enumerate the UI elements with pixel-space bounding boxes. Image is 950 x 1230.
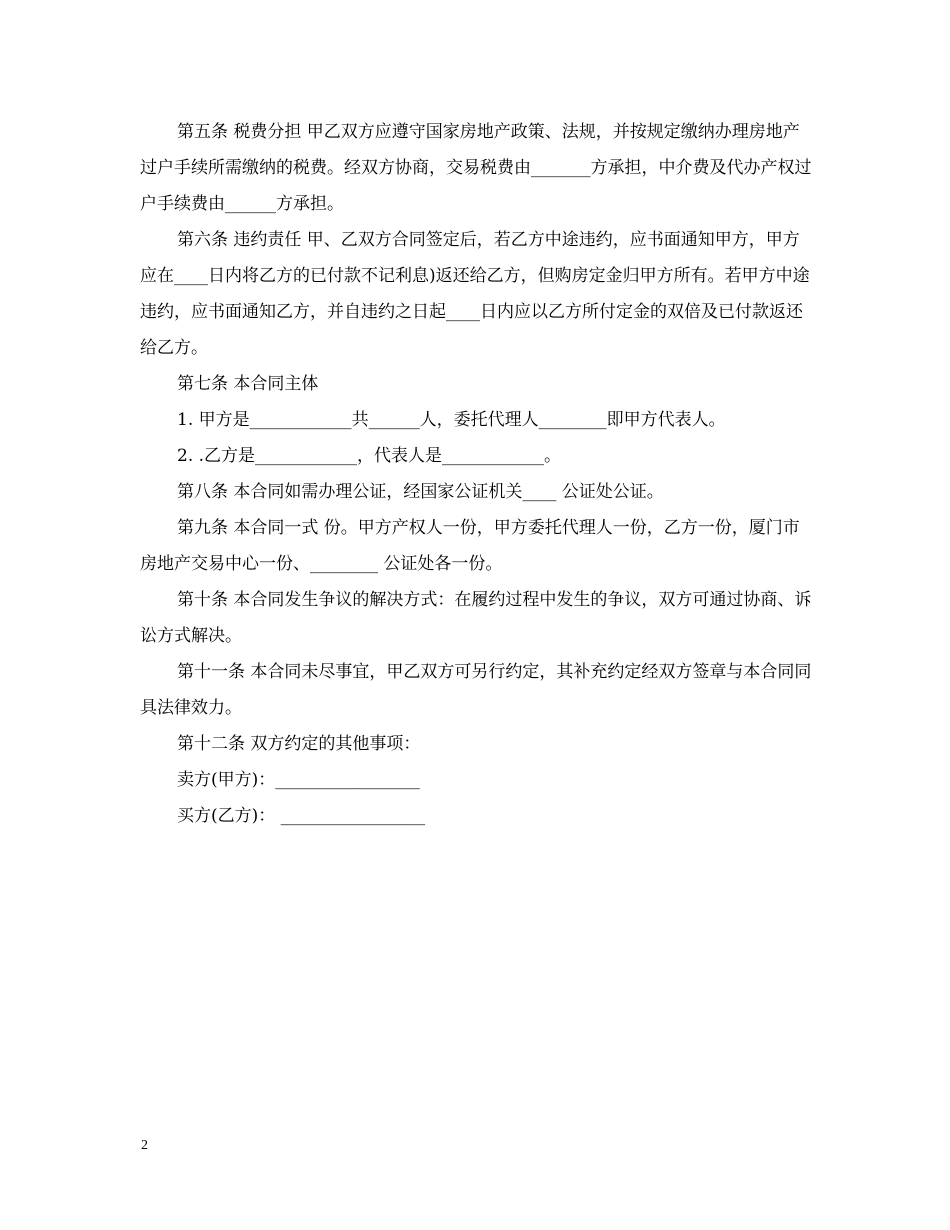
party-b-clause: 2. .乙方是____________，代表人是____________。	[177, 446, 562, 466]
buyer-signature-line: 买方(乙方)： _________________	[177, 806, 426, 826]
contract-body	[140, 114, 820, 834]
article-6-breach-liability: 第六条 违约责任 甲、乙双方合同签定后，若乙方中途违约，应书面通知甲方，甲方应在____日内将乙方的已付款不记利息)返还给乙方，但购房定金归甲方所有。若甲方中途违约，应书面通知乙方，并自违约之日起____日内应以乙方所付定金的双倍及已付款返还给乙方。	[140, 230, 810, 358]
article-12-other-matters: 第十二条 双方约定的其他事项：	[177, 734, 421, 754]
article-5-tax-sharing: 第五条 税费分担 甲乙双方应遵守国家房地产政策、法规，并按规定缴纳办理房地产过户手续所需缴纳的税费。经双方协商，交易税费由_______方承担，中介费及代办产权过户手续费由______方承担。	[140, 122, 812, 214]
article-9-copies: 第九条 本合同一式 份。甲方产权人一份，甲方委托代理人一份，乙方一份，厦门市房地产交易中心一份、________ 公证处各一份。	[140, 518, 800, 574]
article-7-contract-parties: 第七条 本合同主体	[177, 374, 319, 394]
article-10-dispute-resolution: 第十条 本合同发生争议的解决方式：在履约过程中发生的争议，双方可通过协商、诉讼方式解决。	[140, 590, 812, 646]
article-8-notarization: 第八条 本合同如需办理公证，经国家公证机关____ 公证处公证。	[177, 482, 664, 502]
seller-signature-line: 卖方(甲方)：_________________	[177, 770, 420, 790]
article-11-supplementary: 第十一条 本合同未尽事宜，甲乙双方可另行约定，其补充约定经双方签章与本合同同具法律效力。	[140, 662, 812, 718]
page-number: 2	[141, 1138, 148, 1153]
party-a-clause: 1. 甲方是____________共______人，委托代理人________即甲方代表人。	[177, 410, 726, 430]
